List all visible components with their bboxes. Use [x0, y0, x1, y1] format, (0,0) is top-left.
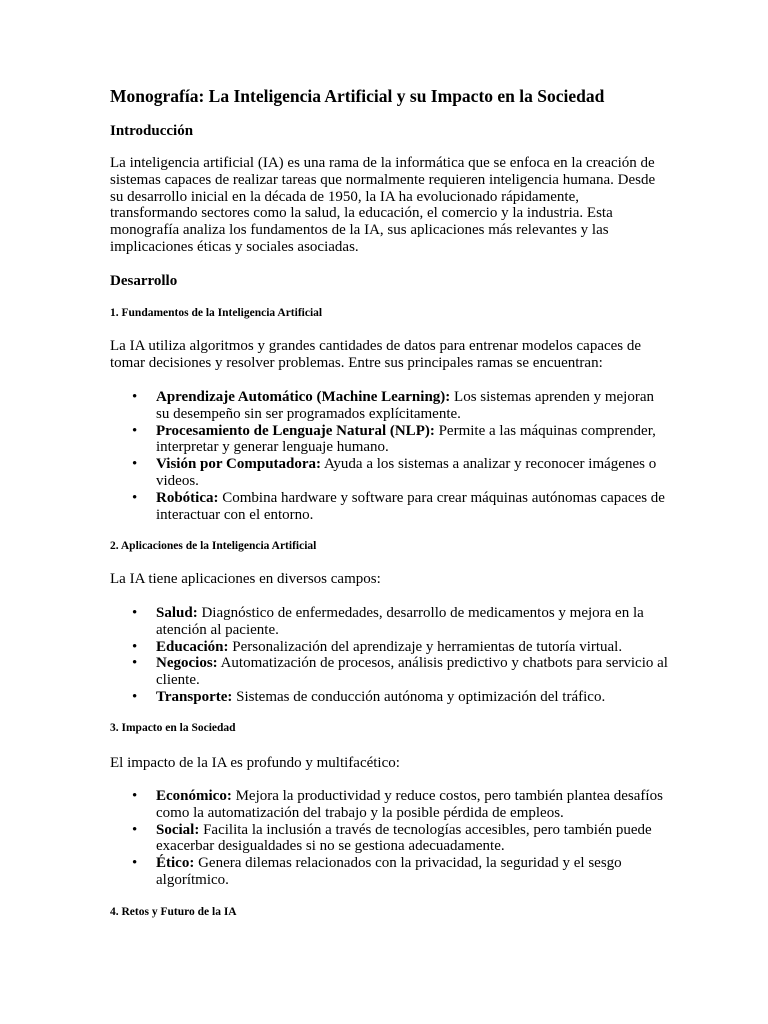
list-item-text: Diagnóstico de enfermedades, desarrollo de medicamentos y mejora en la atención al paciente. — [156, 605, 644, 638]
section-lead-aplicaciones: La IA tiene aplicaciones en diversos campos: — [110, 571, 381, 587]
list-item-term: Robótica: — [156, 489, 219, 506]
list-item-text: Automatización de procesos, análisis predictivo y chatbots para servicio al cliente. — [156, 655, 668, 689]
list-fundamentos — [110, 389, 670, 523]
list-item-term: Salud: — [156, 605, 198, 621]
list-item-text: Permite a las máquinas comprender, interpretar y generar lenguaje humano. — [156, 422, 656, 456]
list-item-text: Personalización del aprendizaje y herramientas de tutoría virtual. — [228, 638, 623, 655]
list-item — [110, 655, 670, 689]
intro-heading: Introducción — [110, 123, 194, 139]
section-lead-impacto: El impacto de la IA es profundo y multifacético: — [110, 755, 400, 771]
list-item-term: Educación: — [156, 638, 229, 655]
list-item-term: Transporte: — [156, 688, 233, 705]
document-title: Monografía: La Inteligencia Artificial y su Impacto en la Sociedad — [110, 86, 605, 106]
section-lead-fundamentos: La IA utiliza algoritmos y grandes cantidades de datos para entrenar modelos capaces de tomar decisiones y resolver problemas. Entre sus principales ramas se encuentran: — [110, 338, 642, 371]
list-item-term: Social: — [156, 821, 200, 838]
list-item-text: Combina hardware y software para crear máquinas autónomas capaces de interactuar con el entorno. — [156, 489, 665, 523]
list-item — [110, 689, 670, 706]
list-item — [110, 490, 670, 524]
list-item-text: Genera dilemas relacionados con la privacidad, la seguridad y el sesgo algorítmico. — [156, 855, 622, 888]
list-item — [110, 639, 670, 656]
list-item-text: Ayuda a los sistemas a analizar y reconocer imágenes o videos. — [156, 456, 657, 489]
list-impacto — [110, 788, 670, 889]
section-heading-aplicaciones: 2. Aplicaciones de la Inteligencia Artificial — [110, 540, 317, 552]
intro-paragraph: La inteligencia artificial (IA) es una rama de la informática que se enfoca en la creación de sistemas capaces de realizar tareas que normalmente requieren inteligencia humana. Desde su desarrollo inicial en la década de 1950, la IA ha evolucionado rápidamente, transformando sectores como la salud, la educación, el comercio y la industria. Esta monografía analiza los fundamentos de la IA, sus aplicaciones más relevantes y las implicaciones éticas y sociales asociadas. — [110, 155, 656, 255]
list-item-term: Aprendizaje Automático (Machine Learning): — [156, 389, 451, 405]
list-item — [110, 605, 670, 639]
list-item-term: Económico: — [156, 788, 232, 804]
list-aplicaciones — [110, 605, 670, 706]
development-heading: Desarrollo — [110, 273, 178, 289]
list-item — [110, 855, 670, 889]
list-item-text: Sistemas de conducción autónoma y optimización del tráfico. — [232, 688, 606, 705]
list-item-term: Procesamiento de Lenguaje Natural (NLP): — [156, 422, 435, 439]
list-item-term: Negocios: — [156, 655, 218, 672]
section-heading-fundamentos: 1. Fundamentos de la Inteligencia Artificial — [110, 307, 323, 319]
list-item-term: Ético: — [156, 855, 195, 872]
list-item-text: Los sistemas aprenden y mejoran su desempeño sin ser programados explícitamente. — [156, 389, 654, 422]
list-item — [110, 423, 670, 457]
list-item — [110, 456, 670, 490]
list-item — [110, 788, 670, 822]
list-item-text: Mejora la productividad y reduce costos, pero también plantea desafíos como la automatización del trabajo y la posible pérdida de empleos. — [156, 788, 663, 821]
list-item-text: Facilita la inclusión a través de tecnologías accesibles, pero también puede exacerbar desigualdades si no se gestiona adecuadamente. — [156, 821, 652, 855]
section-heading-impacto: 3. Impacto en la Sociedad — [110, 722, 236, 734]
list-item — [110, 822, 670, 856]
list-item — [110, 389, 670, 423]
list-item-term: Visión por Computadora: — [156, 456, 322, 473]
section-heading-retos: 4. Retos y Futuro de la IA — [110, 906, 237, 918]
